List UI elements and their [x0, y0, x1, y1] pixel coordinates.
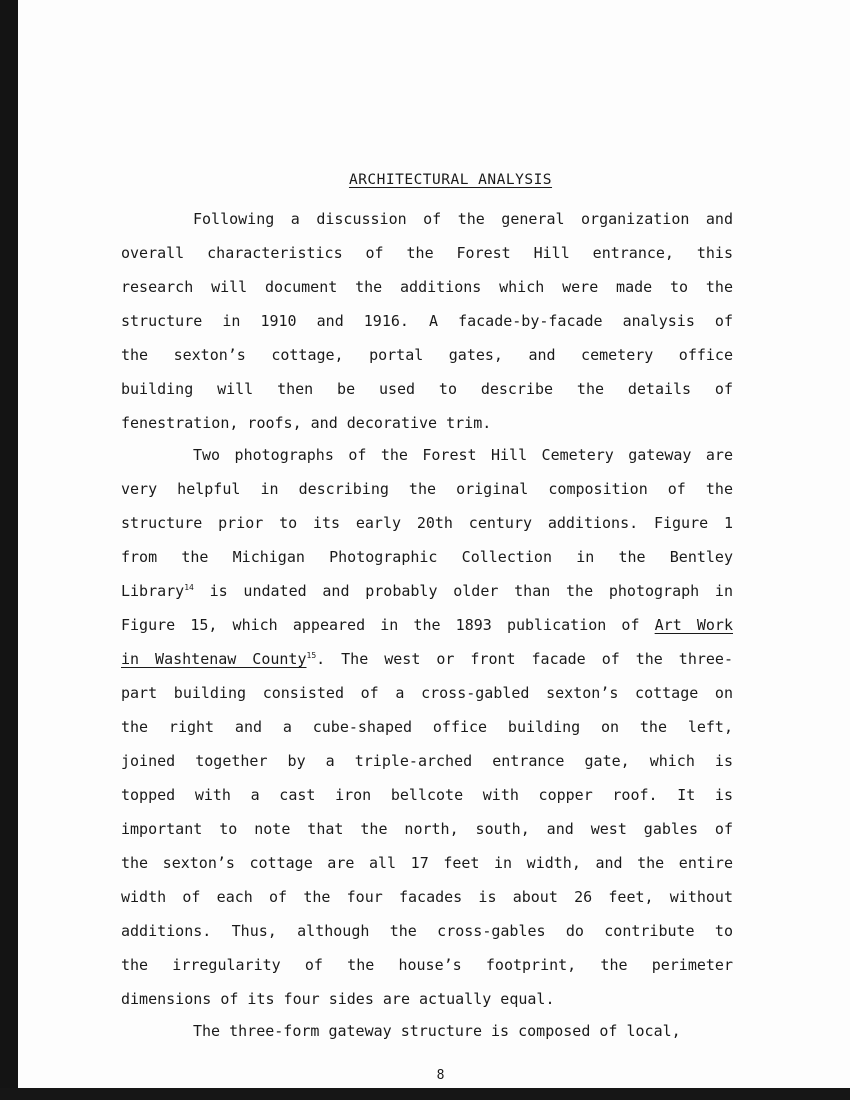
text-line: overall characteristics of the Forest Hill entrance, this: [121, 244, 733, 262]
book-title-part-2: in Washtenaw County: [121, 650, 307, 668]
text-line: from the Michigan Photographic Collection in the Bentley: [121, 548, 733, 566]
footnote-marker: 15: [306, 651, 317, 660]
text-line: Following a discussion of the general organization and: [193, 210, 733, 228]
text-line: the sexton’s cottage are all 17 feet in width, and the entire: [121, 854, 733, 872]
paragraph-1: [121, 202, 733, 440]
paragraph-3: [121, 1014, 733, 1048]
text-line: research will document the additions which were made to the: [121, 278, 733, 296]
text-line: structure prior to its early 20th century additions. Figure 1: [121, 514, 733, 532]
text-line: important to note that the north, south, and west gables of: [121, 820, 733, 838]
page-number: 8: [436, 1068, 445, 1083]
text-line: [121, 574, 733, 608]
book-title-part-1: Art Work: [654, 616, 733, 634]
page-title: ARCHITECTURAL ANALYSIS: [348, 172, 553, 188]
text-line: fenestration, roofs, and decorative trim.: [121, 414, 492, 432]
text-line: The three-form gateway structure is composed of local,: [193, 1022, 681, 1040]
text-line: additions. Thus, although the cross-gables do contribute to: [121, 922, 733, 940]
scan-edge-bottom: [0, 1088, 850, 1100]
text-line: topped with a cast iron bellcote with copper roof. It is: [121, 786, 733, 804]
text-segment: is undated and probably older than the photograph in: [193, 582, 733, 600]
document-page: [18, 0, 850, 1088]
paragraph-2: [121, 438, 733, 1016]
footnote-marker: 14: [184, 583, 194, 592]
text-line: width of each of the four facades is about 26 feet, without: [121, 888, 733, 906]
scan-edge-left: [0, 0, 18, 1100]
text-line: part building consisted of a cross-gabled sexton’s cottage on: [121, 684, 733, 702]
text-line: very helpful in describing the original composition of the: [121, 480, 733, 498]
text-line: structure in 1910 and 1916. A facade-by-facade analysis of: [121, 312, 733, 330]
text-line: joined together by a triple-arched entrance gate, which is: [121, 752, 733, 770]
text-line: dimensions of its four sides are actually equal.: [121, 990, 555, 1008]
text-line: building will then be used to describe the details of: [121, 380, 733, 398]
text-line: [121, 608, 733, 642]
text-segment: . The west or front facade of the three-: [316, 650, 733, 668]
text-line: the right and a cube-shaped office building on the left,: [121, 718, 733, 736]
text-segment: Library: [121, 582, 185, 600]
text-segment: Figure 15, which appeared in the 1893 publication of: [121, 616, 655, 634]
text-line: [121, 642, 733, 676]
text-line: the irregularity of the house’s footprint, the perimeter: [121, 956, 733, 974]
text-line: Two photographs of the Forest Hill Cemetery gateway are: [193, 446, 733, 464]
text-line: the sexton’s cottage, portal gates, and cemetery office: [121, 346, 733, 364]
